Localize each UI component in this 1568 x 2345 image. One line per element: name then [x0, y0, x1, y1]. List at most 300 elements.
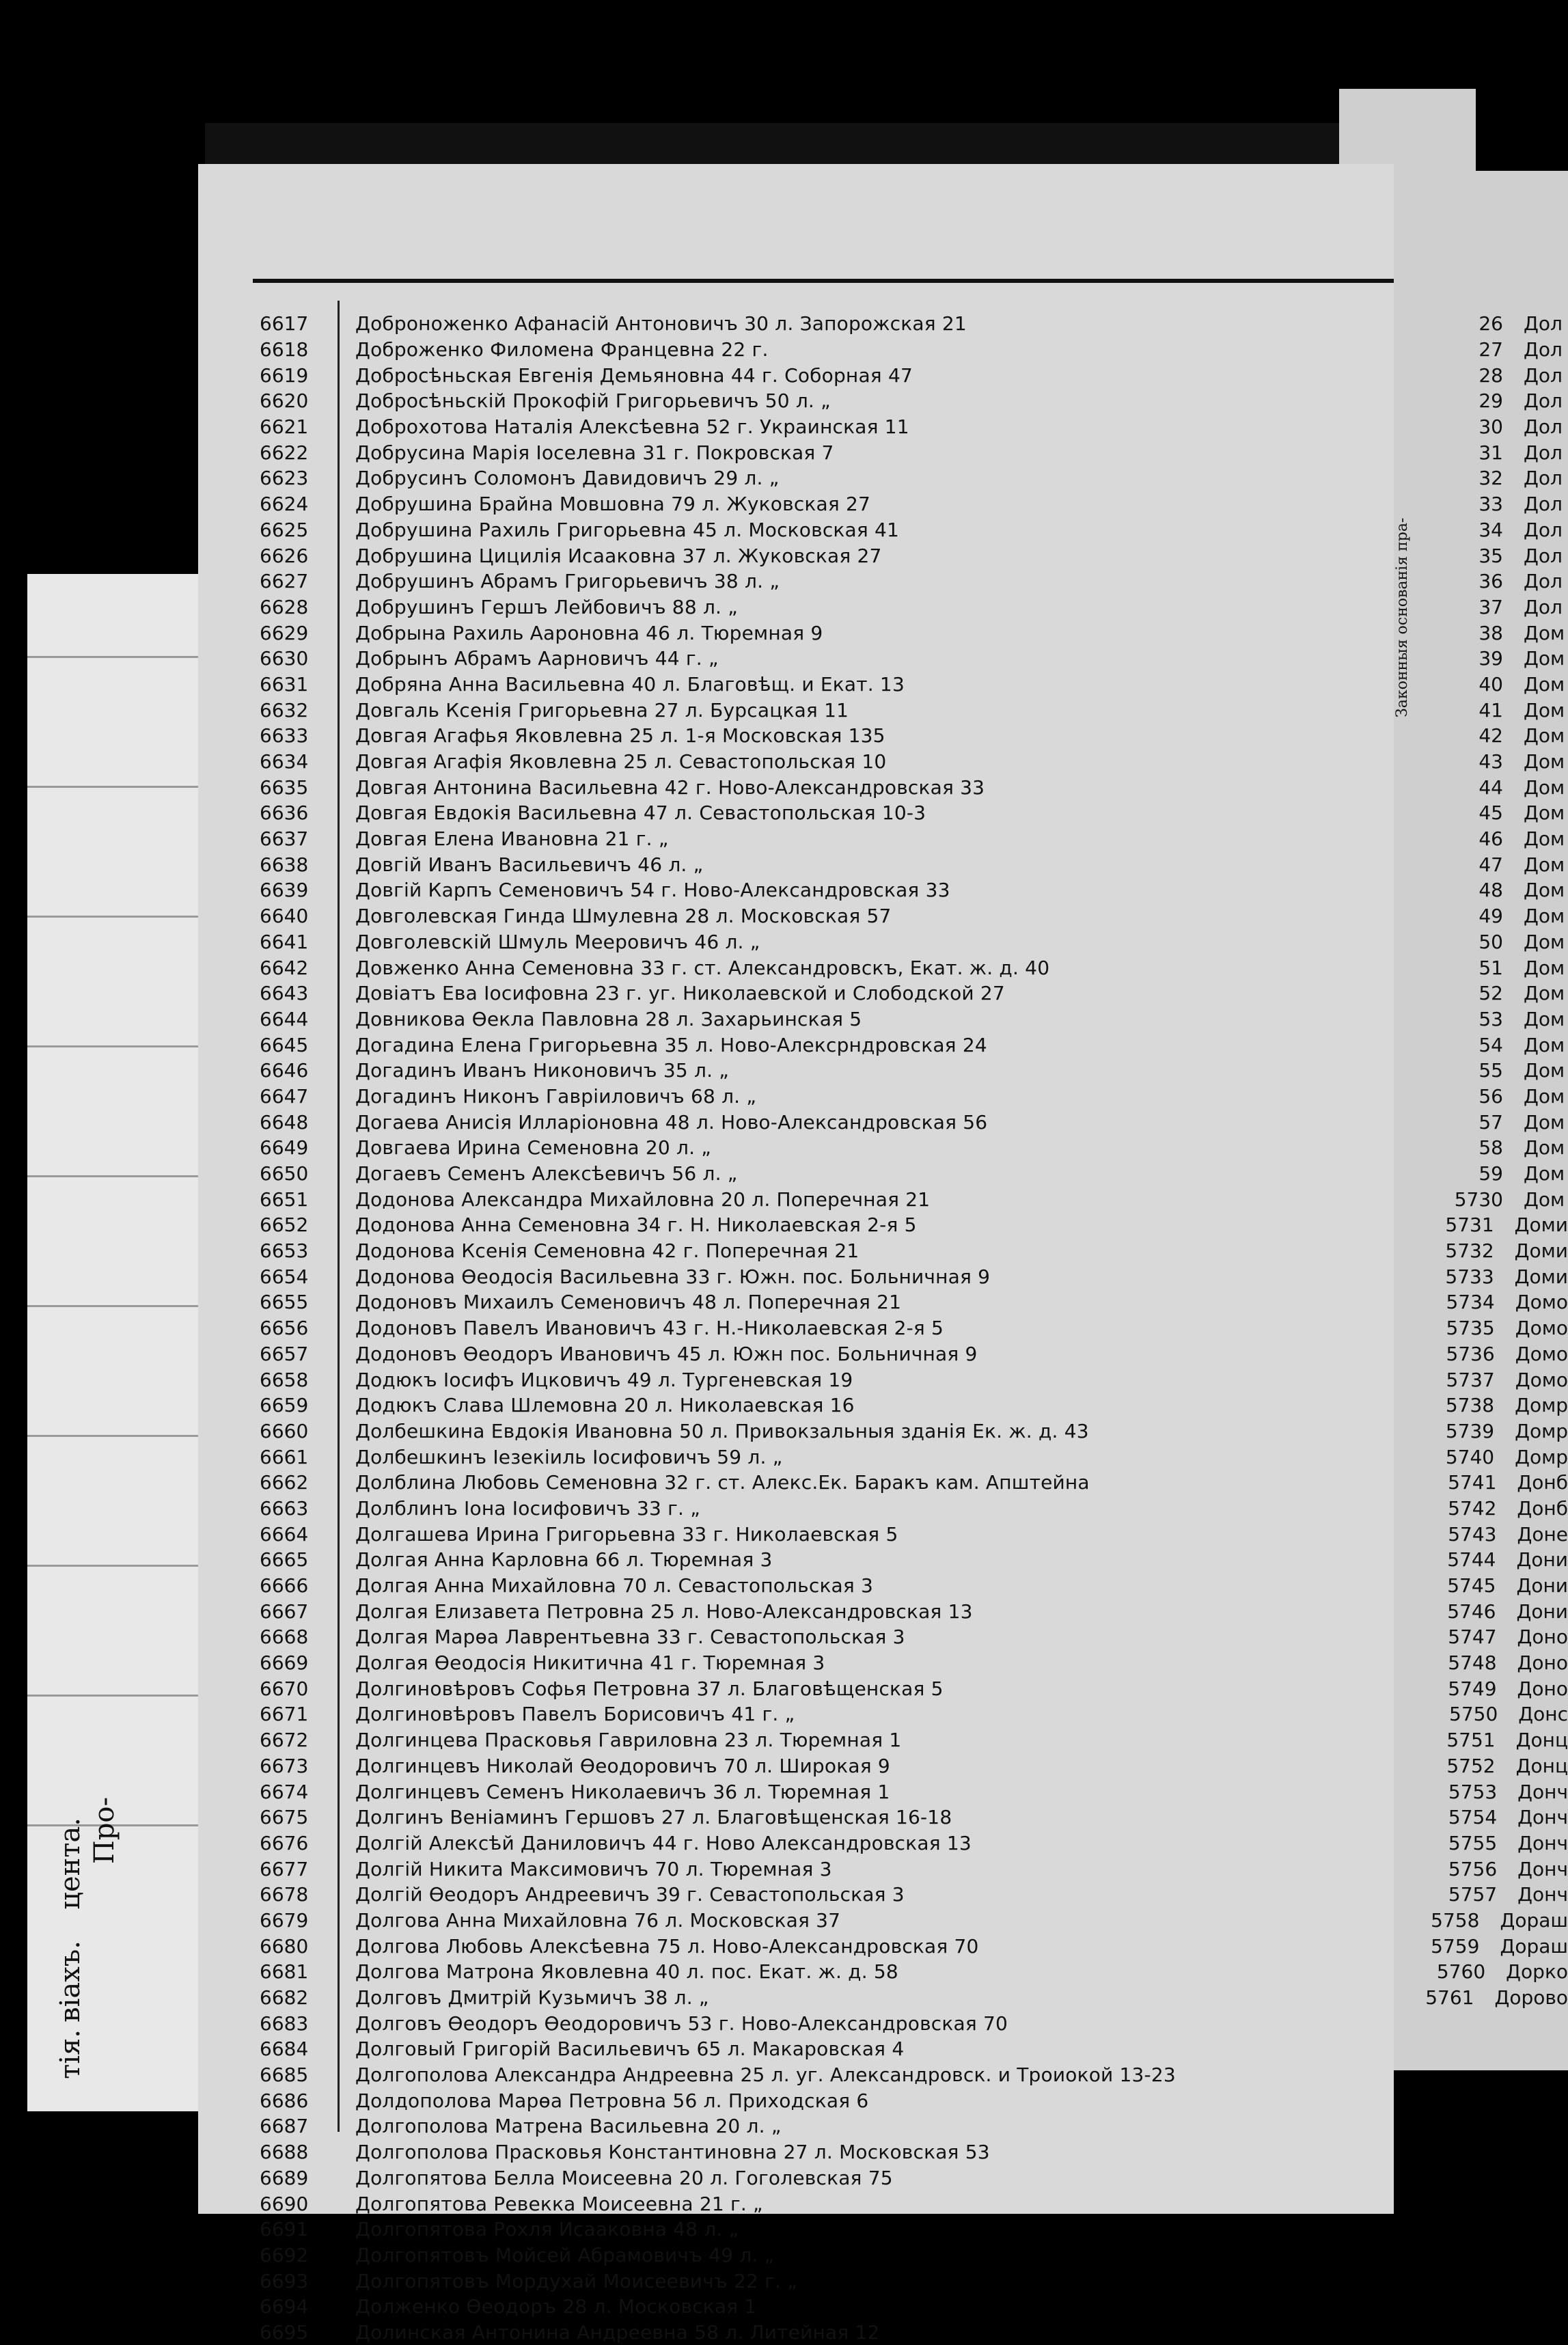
facing-entry-number: 33 [1478, 493, 1503, 516]
facing-list-item [1394, 1032, 1568, 1058]
entry-text: Долгова Анна Михайловна 76 л. Московская 37 [355, 1908, 841, 1932]
facing-entry-name: Дол [1524, 467, 1563, 490]
entry-number: 6660 [260, 1419, 309, 1442]
facing-list-item [1394, 517, 1568, 543]
entry-text: Довгая Агафья Яковлевна 25 л. 1-я Московская 135 [355, 724, 885, 748]
facing-entry-number: 55 [1478, 1059, 1503, 1082]
facing-entry-name: Донч [1517, 1806, 1568, 1829]
entry-number: 6638 [260, 853, 309, 876]
facing-entry-number: 26 [1478, 312, 1503, 335]
list-item [260, 2113, 1380, 2139]
facing-list-item [1394, 311, 1568, 337]
entry-text: Долгопятова Рохля Исааковна 48 л. „ [355, 2218, 739, 2241]
facing-list-item [1394, 955, 1568, 980]
entry-number: 6694 [260, 2295, 309, 2318]
list-item [260, 980, 1380, 1006]
entry-text: Долгопятовъ Мойсей Абрамовичъ 49 л. „ [355, 2243, 775, 2266]
entry-number: 6677 [260, 1857, 309, 1880]
entry-number: 6628 [260, 595, 309, 618]
entry-text: Добрушина Цицилія Исааковна 37 л. Жуковская 27 [355, 544, 882, 567]
list-item [260, 2062, 1380, 2088]
list-item [260, 774, 1380, 800]
entry-number: 6676 [260, 1831, 309, 1854]
entry-number: 6673 [260, 1754, 309, 1777]
entry-number: 6650 [260, 1162, 309, 1185]
facing-entry-name: Дом [1524, 1007, 1565, 1030]
entry-text: Долгополова Матрена Васильевна 20 л. „ [355, 2115, 782, 2138]
facing-entry-name: Дол [1524, 518, 1563, 541]
entry-text: Долгинцевъ Семенъ Николаевичъ 36 л. Тюремная 1 [355, 1780, 890, 1803]
facing-entry-number: 5734 [1446, 1291, 1495, 1314]
facing-page-list [1394, 311, 1568, 2010]
facing-entry-number: 31 [1478, 441, 1503, 464]
facing-entry-name: Дом [1524, 801, 1565, 825]
entry-number: 6646 [260, 1059, 309, 1082]
entry-number: 6665 [260, 1548, 309, 1572]
entry-text: Долгій Никита Максимовичъ 70 л. Тюремная 3 [355, 1857, 832, 1880]
entry-number: 6661 [260, 1445, 309, 1468]
entry-text: Долинская Антонина Андреевна 58 л. Литейная 12 [355, 2320, 880, 2344]
facing-list-item [1394, 620, 1568, 646]
facing-entry-number: 44 [1478, 776, 1503, 799]
entry-text: Додонова Өеодосія Васильевна 33 г. Южн. пос. Больничная 9 [355, 1265, 991, 1288]
list-item [260, 1650, 1380, 1676]
facing-entry-number: 28 [1478, 364, 1503, 387]
list-item [260, 311, 1380, 337]
list-item [260, 1959, 1380, 1985]
facing-list-item [1394, 1753, 1568, 1779]
facing-entry-number: 49 [1478, 905, 1503, 928]
facing-list-item [1394, 1805, 1568, 1830]
facing-entry-number: 5750 [1449, 1703, 1498, 1726]
facing-list-item [1394, 1547, 1568, 1573]
entry-number: 6631 [260, 672, 309, 696]
entry-text: Долгая Өеодосія Никитична 41 г. Тюремная 3 [355, 1651, 825, 1675]
facing-list-item [1394, 1212, 1568, 1238]
list-item [260, 1882, 1380, 1908]
facing-list-item [1394, 1006, 1568, 1032]
facing-list-item [1394, 1238, 1568, 1264]
entry-text: Доброженко Филомена Францевна 22 г. [355, 338, 769, 361]
list-item [260, 1263, 1380, 1289]
list-item [260, 697, 1380, 723]
facing-list-item [1394, 774, 1568, 800]
facing-entry-number: 5751 [1446, 1729, 1496, 1752]
entry-number: 6623 [260, 467, 309, 490]
entry-number: 6678 [260, 1883, 309, 1906]
list-item [260, 1727, 1380, 1753]
list-item [260, 1161, 1380, 1187]
entry-text: Добросѣньскій Прокофій Григорьевичъ 50 л. „ [355, 389, 831, 413]
facing-entry-name: Донс [1518, 1703, 1568, 1726]
facing-entry-number: 34 [1478, 518, 1503, 541]
facing-list-item [1394, 414, 1568, 440]
entry-text: Добрусинъ Соломонъ Давидовичъ 29 л. „ [355, 467, 780, 490]
facing-entry-number: 29 [1478, 389, 1503, 413]
entry-number: 6644 [260, 1007, 309, 1030]
entry-number: 6633 [260, 724, 309, 748]
entry-text: Додонова Александра Михайловна 20 л. Поперечная 21 [355, 1188, 931, 1211]
facing-entry-number: 5732 [1445, 1239, 1494, 1263]
strip-label: цента. [55, 1818, 86, 1910]
facing-entry-name: Дом [1524, 621, 1565, 644]
facing-entry-number: 52 [1478, 982, 1503, 1005]
facing-list-item [1394, 1109, 1568, 1135]
facing-entry-number: 54 [1478, 1033, 1503, 1056]
facing-list-item [1394, 1263, 1568, 1289]
entry-number: 6619 [260, 364, 309, 387]
entry-number: 6682 [260, 1986, 309, 2010]
list-item [260, 543, 1380, 568]
facing-entry-name: Дом [1524, 776, 1565, 799]
facing-list-item [1394, 980, 1568, 1006]
facing-entry-number: 5744 [1447, 1548, 1496, 1572]
entry-text: Довгая Елена Ивановна 21 г. „ [355, 827, 669, 851]
entry-text: Долгая Анна Карловна 66 л. Тюремная 3 [355, 1548, 773, 1572]
entry-number: 6618 [260, 338, 309, 361]
entry-number: 6617 [260, 312, 309, 335]
entry-number: 6679 [260, 1908, 309, 1932]
facing-entry-name: Дорово [1494, 1986, 1568, 2010]
facing-list-item [1394, 439, 1568, 465]
list-item [260, 1521, 1380, 1547]
facing-entry-number: 5749 [1448, 1677, 1497, 1700]
facing-entry-number: 5745 [1447, 1574, 1496, 1597]
entry-number: 6692 [260, 2243, 309, 2266]
facing-entry-name: Дони [1516, 1548, 1568, 1572]
facing-list-item [1394, 1444, 1568, 1470]
facing-entry-number: 5748 [1448, 1651, 1497, 1675]
entry-text: Догадинъ Иванъ Никоновичъ 35 л. „ [355, 1059, 730, 1082]
facing-entry-number: 5753 [1448, 1780, 1498, 1803]
facing-entry-name: Донб [1517, 1496, 1568, 1520]
entry-number: 6652 [260, 1213, 309, 1237]
facing-entry-number: 38 [1478, 621, 1503, 644]
list-item [260, 439, 1380, 465]
entry-text: Долгопятовъ Мордухай Моисеевичъ 22 г. „ [355, 2269, 797, 2292]
facing-list-item [1394, 1521, 1568, 1547]
facing-list-item [1394, 465, 1568, 491]
entry-text: Догадина Елена Григорьевна 35 л. Ново-Алексрндровская 24 [355, 1033, 987, 1056]
facing-list-item [1394, 1393, 1568, 1418]
facing-list-item [1394, 1933, 1568, 1959]
list-item [260, 723, 1380, 749]
facing-entry-number: 5746 [1447, 1600, 1496, 1623]
facing-entry-name: Дораш [1500, 1908, 1568, 1932]
facing-entry-number: 53 [1478, 1007, 1503, 1030]
list-item [260, 1856, 1380, 1882]
entry-text: Довголевскій Шмуль Мееровичъ 46 л. „ [355, 930, 760, 953]
facing-entry-number: 30 [1478, 415, 1503, 439]
facing-entry-number: 5760 [1436, 1960, 1486, 1984]
strip-label: Про- [89, 1797, 120, 1865]
entry-number: 6693 [260, 2269, 309, 2292]
entry-text: Долгая Марөа Лаврентьевна 33 г. Севастопольская 3 [355, 1626, 905, 1649]
entry-number: 6690 [260, 2192, 309, 2215]
entry-text: Довіатъ Ева Іосифовна 23 г. уг. Николаевской и Слободской 27 [355, 982, 1005, 1005]
entry-text: Долженко Өеодоръ 28 л. Московская 1 [355, 2295, 757, 2318]
list-item [260, 1006, 1380, 1032]
entry-number: 6632 [260, 698, 309, 722]
list-item [260, 2191, 1380, 2217]
list-item [260, 1779, 1380, 1805]
entry-text: Добрушина Рахиль Григорьевна 45 л. Московская 41 [355, 518, 900, 541]
facing-page-vertical-heading: Законныя основанія пра- [1394, 517, 1411, 717]
list-item [260, 955, 1380, 980]
facing-entry-number: 5758 [1431, 1908, 1480, 1932]
facing-list-item [1394, 723, 1568, 749]
facing-list-item [1394, 1135, 1568, 1161]
entry-text: Долгій Өеодоръ Андреевичъ 39 г. Севастопольская 3 [355, 1883, 905, 1906]
list-item [260, 337, 1380, 363]
list-item [260, 517, 1380, 543]
facing-entry-name: Дом [1524, 879, 1565, 902]
entry-number: 6668 [260, 1626, 309, 1649]
facing-entry-number: 5740 [1445, 1445, 1495, 1468]
facing-entry-name: Дом [1524, 905, 1565, 928]
facing-entry-name: Доми [1514, 1213, 1568, 1237]
list-item [260, 800, 1380, 826]
facing-list-item [1394, 1341, 1568, 1367]
facing-entry-number: 47 [1478, 853, 1503, 876]
entry-text: Долговъ Дмитрій Кузьмичъ 38 л. „ [355, 1986, 709, 2010]
entry-number: 6641 [260, 930, 309, 953]
entry-text: Долгополова Александра Андреевна 25 л. уг. Александровск. и Троиокой 13-23 [355, 2063, 1176, 2087]
list-item [260, 465, 1380, 491]
facing-list-item [1394, 800, 1568, 826]
list-item [260, 1675, 1380, 1701]
facing-entry-number: 45 [1478, 801, 1503, 825]
entry-number: 6626 [260, 544, 309, 567]
list-item [260, 1933, 1380, 1959]
facing-list-item [1394, 1675, 1568, 1701]
facing-entry-name: Дом [1524, 982, 1565, 1005]
entry-text: Добрушинъ Абрамъ Григорьевичъ 38 л. „ [355, 570, 780, 593]
entry-number: 6649 [260, 1136, 309, 1160]
entry-text: Довженко Анна Семеновна 33 г. ст. Александровскъ, Екат. ж. д. 40 [355, 956, 1050, 979]
entry-text: Додоновъ Михаилъ Семеновичъ 48 л. Поперечная 21 [355, 1291, 902, 1314]
facing-list-item [1394, 1985, 1568, 2011]
list-item [260, 388, 1380, 414]
facing-list-item [1394, 1959, 1568, 1985]
facing-entry-number: 5737 [1446, 1368, 1495, 1391]
facing-entry-name: Домр [1515, 1419, 1568, 1442]
facing-list-item [1394, 1496, 1568, 1522]
list-item [260, 2243, 1380, 2268]
entry-number: 6656 [260, 1317, 309, 1340]
list-item [260, 1701, 1380, 1727]
entry-text: Долбешкинъ Іезекіиль Іосифовичъ 59 л. „ [355, 1445, 783, 1468]
list-item [260, 2268, 1380, 2294]
list-item [260, 1753, 1380, 1779]
facing-entry-name: Дом [1524, 1033, 1565, 1056]
entry-text: Долгинцевъ Николай Өеодоровичъ 70 л. Широкая 9 [355, 1754, 890, 1777]
entry-text: Долгопятова Ревекка Моисеевна 21 г. „ [355, 2192, 763, 2215]
entry-text: Додонова Анна Семеновна 34 г. Н. Николаевская 2-я 5 [355, 1213, 917, 1237]
facing-list-item [1394, 826, 1568, 852]
facing-entry-number: 51 [1478, 956, 1503, 979]
list-item [260, 362, 1380, 388]
facing-entry-name: Домо [1515, 1342, 1568, 1365]
list-item [260, 1547, 1380, 1573]
entry-number: 6636 [260, 801, 309, 825]
list-item [260, 1444, 1380, 1470]
list-item [260, 1212, 1380, 1238]
list-item [260, 1315, 1380, 1341]
entry-number: 6687 [260, 2115, 309, 2138]
scan-shadow-top [205, 123, 1394, 164]
entry-number: 6654 [260, 1265, 309, 1288]
facing-list-item [1394, 1882, 1568, 1908]
entry-number: 6635 [260, 776, 309, 799]
facing-entry-number: 5739 [1445, 1419, 1495, 1442]
facing-entry-name: Доно [1517, 1626, 1568, 1649]
list-item [260, 1341, 1380, 1367]
facing-list-item [1394, 851, 1568, 877]
list-item [260, 1496, 1380, 1522]
list-item [260, 2036, 1380, 2062]
facing-list-item [1394, 1367, 1568, 1393]
entry-number: 6651 [260, 1188, 309, 1211]
list-item [260, 1289, 1380, 1315]
entry-number: 6642 [260, 956, 309, 979]
facing-entry-number: 40 [1478, 672, 1503, 696]
facing-entry-name: Дол [1524, 570, 1563, 593]
facing-entry-name: Доми [1514, 1239, 1568, 1263]
facing-list-item [1394, 543, 1568, 568]
list-item [260, 1238, 1380, 1264]
list-item [260, 672, 1380, 698]
facing-entry-name: Дол [1524, 441, 1563, 464]
facing-entry-name: Дом [1524, 853, 1565, 876]
entry-number: 6629 [260, 621, 309, 644]
entry-number: 6658 [260, 1368, 309, 1391]
entry-text: Додоновъ Павелъ Ивановичъ 43 г. Н.-Николаевская 2-я 5 [355, 1317, 944, 1340]
entry-number: 6662 [260, 1471, 309, 1494]
list-item [260, 851, 1380, 877]
facing-list-item [1394, 594, 1568, 620]
facing-entry-name: Донб [1517, 1471, 1568, 1494]
entry-text: Добросѣньская Евгенія Демьяновна 44 г. Соборная 47 [355, 364, 913, 387]
list-item [260, 594, 1380, 620]
list-item [260, 414, 1380, 440]
entry-text: Долговый Григорій Васильевичъ 65 л. Макаровская 4 [355, 2038, 905, 2061]
entry-text: Долблинъ Іона Іосифовичъ 33 г. „ [355, 1496, 700, 1520]
entry-text: Долгопятова Белла Моисеевна 20 л. Гоголевская 75 [355, 2166, 893, 2189]
facing-list-item [1394, 903, 1568, 929]
entry-text: Довгая Агафія Яковлевна 25 л. Севастопольская 10 [355, 750, 887, 773]
list-item [260, 1418, 1380, 1444]
entry-text: Доброноженко Афанасій Антоновичъ 30 л. Запорожская 21 [355, 312, 967, 335]
entry-number: 6686 [260, 2089, 309, 2112]
list-item [260, 929, 1380, 955]
facing-list-item [1394, 1418, 1568, 1444]
facing-entry-name: Дол [1524, 312, 1563, 335]
list-item [260, 2139, 1380, 2165]
facing-entry-number: 35 [1478, 544, 1503, 567]
entry-number: 6630 [260, 647, 309, 670]
entry-number: 6621 [260, 415, 309, 439]
entry-text: Долгова Любовь Алексѣевна 75 л. Ново-Александровская 70 [355, 1934, 979, 1958]
entry-number: 6669 [260, 1651, 309, 1675]
facing-entry-number: 5756 [1448, 1857, 1498, 1880]
entry-text: Добрушинъ Гершъ Лейбовичъ 88 л. „ [355, 595, 738, 618]
entry-text: Добрынъ Абрамъ Аарновичъ 44 г. „ [355, 647, 719, 670]
entry-text: Добряна Анна Васильевна 40 л. Благовѣщ. и Екат. 13 [355, 672, 905, 696]
facing-entry-number: 46 [1478, 827, 1503, 851]
entry-text: Довгаева Ирина Семеновна 20 л. „ [355, 1136, 712, 1160]
facing-entry-number: 5742 [1448, 1496, 1497, 1520]
entry-number: 6663 [260, 1496, 309, 1520]
facing-list-item [1394, 362, 1568, 388]
facing-entry-name: Доне [1517, 1522, 1568, 1546]
facing-entry-number: 59 [1478, 1162, 1503, 1185]
facing-list-item [1394, 1315, 1568, 1341]
entry-number: 6670 [260, 1677, 309, 1700]
header-rule [253, 279, 1394, 283]
facing-entry-name: Дом [1524, 1084, 1565, 1108]
facing-entry-number: 43 [1478, 750, 1503, 773]
facing-list-item [1394, 697, 1568, 723]
entry-number: 6655 [260, 1291, 309, 1314]
entry-number: 6688 [260, 2141, 309, 2164]
list-item [260, 826, 1380, 852]
list-item [260, 491, 1380, 517]
facing-list-item [1394, 1161, 1568, 1187]
facing-entry-name: Домо [1515, 1317, 1568, 1340]
facing-entry-number: 27 [1478, 338, 1503, 361]
facing-list-item [1394, 1289, 1568, 1315]
facing-entry-number: 32 [1478, 467, 1503, 490]
facing-entry-name: Дом [1524, 930, 1565, 953]
entry-text: Доброхотова Наталія Алексѣевна 52 г. Украинская 11 [355, 415, 909, 439]
facing-entry-name: Дом [1524, 672, 1565, 696]
list-item [260, 749, 1380, 775]
facing-entry-number: 58 [1478, 1136, 1503, 1160]
entry-number: 6647 [260, 1084, 309, 1108]
facing-list-item [1394, 1830, 1568, 1856]
facing-entry-number: 5747 [1448, 1626, 1497, 1649]
entry-number: 6637 [260, 827, 309, 851]
entry-text: Долблина Любовь Семеновна 32 г. ст. Алекс.Ек. Баракъ кам. Апштейна [355, 1471, 1090, 1494]
facing-entry-name: Дом [1524, 1059, 1565, 1082]
entry-number: 6672 [260, 1729, 309, 1752]
facing-entry-name: Домр [1515, 1394, 1568, 1417]
facing-entry-number: 5733 [1445, 1265, 1494, 1288]
entry-text: Долгая Елизавета Петровна 25 л. Ново-Александровская 13 [355, 1600, 973, 1623]
resident-list [260, 311, 1380, 2345]
entry-number: 6681 [260, 1960, 309, 1984]
entry-number: 6675 [260, 1806, 309, 1829]
entry-text: Долгова Матрона Яковлевна 40 л. пос. Екат. ж. д. 58 [355, 1960, 898, 1984]
entry-text: Долгиновѣровъ Павелъ Борисовичъ 41 г. „ [355, 1703, 795, 1726]
entry-text: Долбешкина Евдокія Ивановна 50 л. Привокзальныя зданія Ек. ж. д. 43 [355, 1419, 1089, 1442]
facing-entry-name: Дом [1524, 724, 1565, 748]
entry-number: 6680 [260, 1934, 309, 1958]
facing-entry-number: 57 [1478, 1110, 1503, 1134]
facing-list-item [1394, 568, 1568, 594]
facing-list-item [1394, 1624, 1568, 1650]
entry-text: Довникова Өекла Павловна 28 л. Захарьинская 5 [355, 1007, 862, 1030]
list-item [260, 2165, 1380, 2191]
facing-entry-name: Дони [1516, 1600, 1568, 1623]
list-item [260, 1084, 1380, 1110]
facing-list-item [1394, 1598, 1568, 1624]
entry-number: 6666 [260, 1574, 309, 1597]
facing-entry-number: 5755 [1448, 1831, 1498, 1854]
facing-entry-name: Донч [1517, 1883, 1568, 1906]
list-item [260, 1830, 1380, 1856]
